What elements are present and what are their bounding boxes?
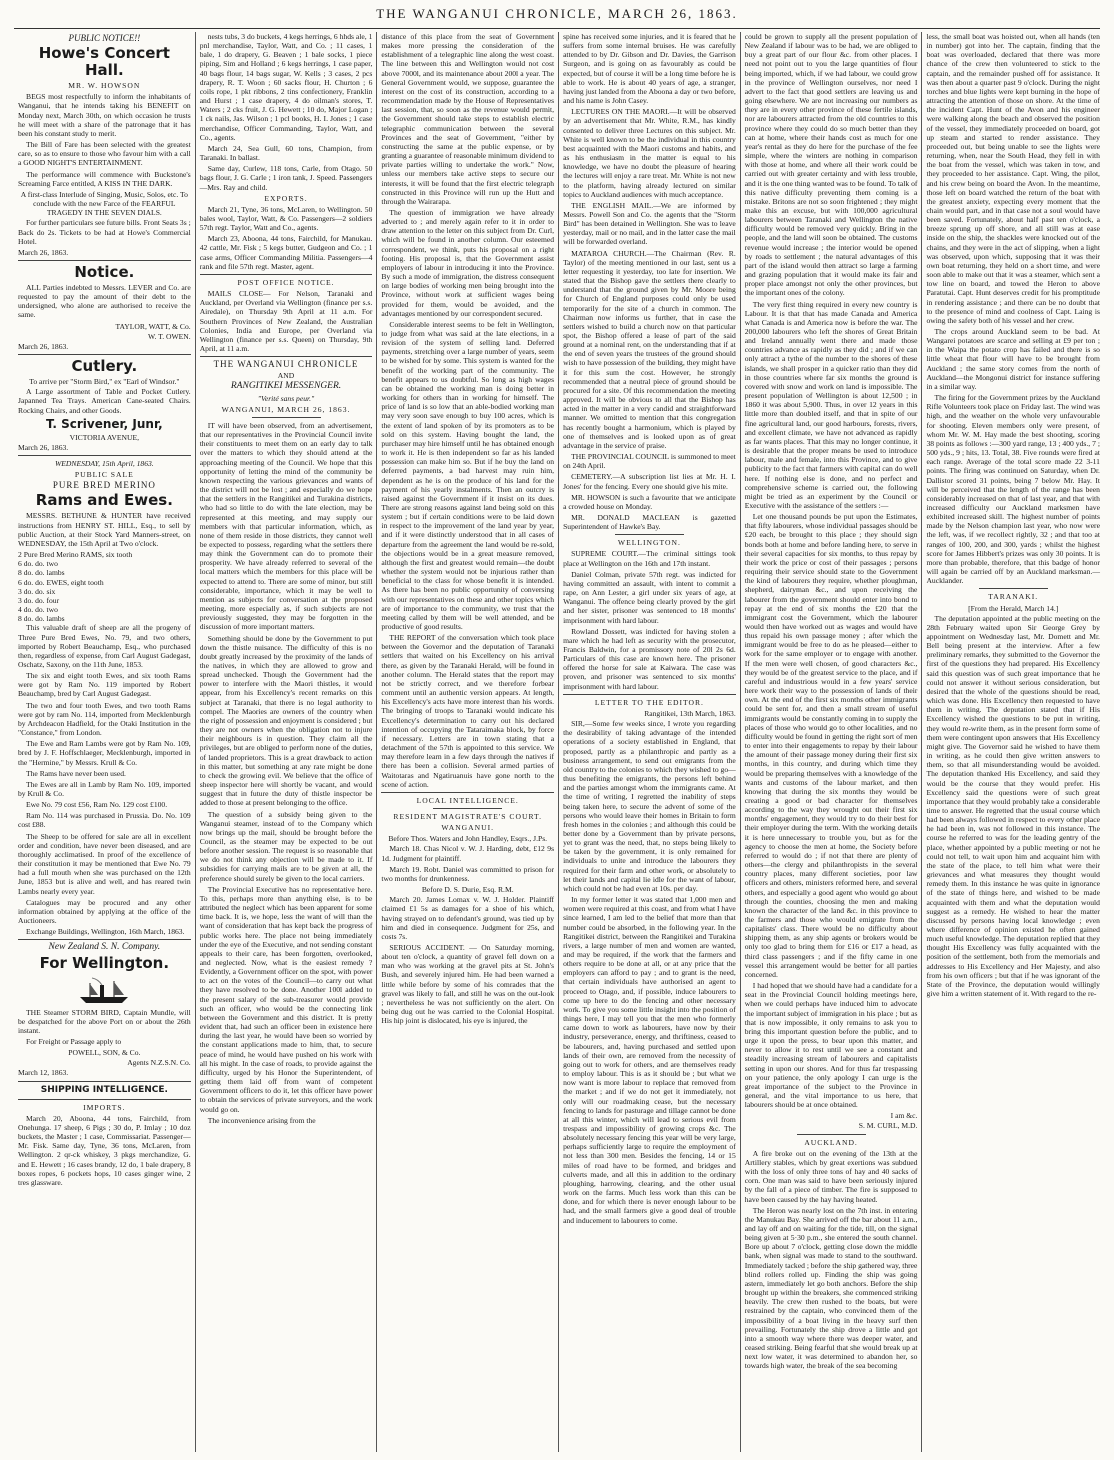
divider bbox=[200, 274, 373, 275]
paper-title: THE WANGANUI CHRONICLE bbox=[213, 359, 359, 370]
steamer-text: For Freight or Passage apply to bbox=[26, 1036, 122, 1046]
editorial-text: The question of a subsidy being given to the Wanganui steamer, instead of to the Company which now brings up the mail, should be brought before the Council, as the steamer may be expected to be out before another session. The request is so reasonable that we do not think any objection will be made to it. If subsidies for carrying mails are to be given at all, the preference should surely be given to the local carriers. bbox=[199, 809, 373, 883]
steamer-text: THE Steamer STORM BIRD, Captain Mundle, will be despatched for the above Port on or about the 26th instant. bbox=[18, 1007, 191, 1035]
divider bbox=[563, 694, 736, 695]
letter-text: could be grown to supply all the present population of New Zealand if labour was to be had, we are obliged to buy a great part of our flour &c. from other places. I need not point out to you the large quantities of flour being imported, which, if we had labour, we could grow in the province of Wellington ourselves, nor need I advert to the fact that good settlers are leaving us and going elsewhere. We are not increasing our numbers as they are in every other province of these fertile islands, nor are labourers attracted from the old countries to this province where they could do so much better than they can at home, where their hands cost as much for one year's rental as they do here for the purchase of the fee simple, where the winters are nothing in comparison with those at home, and where all their work could be carried out with greater certainty and with less trouble, and it is the one thing wanted was to be found. To talk of this native difficulty preventing them coming is a mistake. Britons are not so soon frightened ; they might make this an excuse, but with 100,000 agricultural labourers between Taranaki and Wellington the native difficulty would be removed very quickly. Bring in the people, and the land will soon be obtained. The customs revenue would increase ; the interior would be opened by roads to settlement ; the natural advantages of this part of the island would then attract so large a farming and grazing population that it would make its fair and proper place amongst not only the other provinces, but the important ones of the colony. bbox=[744, 32, 918, 298]
for-wellington-title: For Wellington. bbox=[39, 953, 170, 972]
news-item: spine has received some injuries, and it is feared that he suffers from some internal bruises. He was carefully attended to by Dr. Gibson and Dr. Davies, the Garrison Surgeon, and is going on as favourably as could be expected, but of course it will be a long time before he is able to work. He is about 40 years of age, a stranger, having just landed from the Aboona a day or two before, and his name is John Casey. bbox=[563, 32, 736, 106]
paper-and: AND bbox=[277, 371, 295, 381]
rams-text: The two and four tooth Ewes, and two tooth Rams were got by ram No. 114, imported from Mecklenburgh by Archdeacon Hadfield, for the Otaki Institution in the "Constance," from London. bbox=[18, 700, 191, 738]
rams-text: Catalogues may be procured and any other information obtained by applying at the office of the Auctioneers. bbox=[18, 897, 191, 926]
exports-text: March 21, Tyne, 36 tons, McLaren, to Wellington. 50 bales wool, Taylor, Watt, & Co. Passengers—2 soldiers 57th regt. Taylor, Watt and Co., agents. bbox=[199, 204, 373, 233]
wellington-text: Rowland Dossett, was indicted for having stolen a mare which he had left as security with the prosecutor, Francis Baldwin, for a promissory note of 20l 2s 6d. Particulars of this case are known here. The prisoner offered the horse for sale at Kaiwara. The case was proven, and prisoner was sentenced to six months' imprisonment with hard labour. bbox=[563, 626, 736, 691]
column-2 bbox=[196, 32, 378, 1452]
divider bbox=[18, 455, 191, 456]
rams-text: The Ewe and Ram Lambs were got by Ram No. 109, bred by J. F. Hoffschlaeger, Mecklenburgh, imported in the "Hermine," by Messrs. Krull & Co. bbox=[18, 739, 191, 767]
auckland-text: The crops around Auckland seem to be bad. At Wangarei potatoes are scarce and selling at £9 per ton ; in the Waipa the potato crop has failed and there is so little wheat that flour will have to be brought from Auckland ; the same story comes from the north of Auckland—the Mongonui district for instance suffering in a similar way. bbox=[926, 327, 1100, 391]
editorial-text: IT will have been observed, from an advertisement, that our representatives in the Provincial Council invite their constituents to meet them on an early day to talk over the matters to which they should attend at the approaching meeting of the Council. We hope that this opportunity of letting the mind of the community be known respecting the various grievances and wants of the district will not be lost ; and especially do we hope that the settlers in the Rangitikei and Turakina districts, who had so little to do with the late election, may be represented at this meeting, and may supply our members with that particular information, which, as none of them reside in those districts, they cannot well be expected to possess, regarding what the settlers there may think the Government can do to promote their prosperity. We have already referred to several of the local matters which the members for this place will be expected to attend to. There are some of minor, but still considerable, importance, which it may be well to mention as subjects for conversation at the proposed meeting, more especially as, if such subjects are not previously suggested, they may be forgotten in the discussion of more important matters. bbox=[199, 420, 373, 632]
ad-date: March 12, 1863. bbox=[18, 1068, 69, 1078]
shipping-heading: SHIPPING INTELLIGENCE. bbox=[40, 1084, 168, 1095]
paper-subtitle: RANGITIKEI MESSENGER. bbox=[230, 381, 342, 392]
concert-text: The performance will commence with Buckstone's Screaming Farce entitled, A KISS IN THE DARK. bbox=[18, 169, 191, 188]
divider bbox=[381, 792, 554, 793]
taranaki-heading: TARANAKI. bbox=[988, 592, 1039, 602]
column-5 bbox=[741, 32, 923, 1452]
concert-text: BEGS most respectfully to inform the inhabitants of Wanganui, that he intends taking his BENEFIT on Monday next, March 30th, on which occasion he trusts he will meet with a share of the patronage that it has been his constant study to merit. bbox=[18, 92, 191, 138]
rams-text: The six and eight tooth Ewes, and six tooth Rams were got by Ram No. 119 imported by Robert Beauchamp, bred by Carl August Gadegast. bbox=[18, 671, 191, 699]
auckland-heading: AUCKLAND. bbox=[804, 1137, 858, 1147]
lot-item: 4 do. do. two bbox=[18, 605, 58, 615]
cutlery-text: A Large assortment of Table and Pocket Cutlery. Japanned Tea Trays. American Cane-seated Chairs. Rocking Chairs, and other Goods. bbox=[18, 387, 191, 415]
imports-text: nests tubs, 3 do buckets, 4 kegs herrings, 6 hhds ale, 1 pnl merchandise, Taylor, Watt, and Co. ; 11 cases, 1 bale, 1 do drapery, G. Beaven ; 1 bale socks, 1 piece piping, Sim and Holland ; 6 kegs herrings, 1 case paper, 40 bags flour, 14 bags sugar, W. Kells ; 3 cases, 2 pcs drapery, R. T. Woon ; 60 sacks flour, H. Churton ; 6 coils rope, 1 pkt ribbons, 2 tins confectionery, Franklin and Hurst ; 1 case drapery, 4 do oilman's stores, T. Waters ; 2 cks fruit, J. G. Hewett ; 10 do, Major Logan ; 1 ck nails, Jas. Wilson ; 1 pcl books, H. I. Jones ; 1 case merchandise, Officer Commanding, Taylor, Watt, and Co., agents. bbox=[199, 32, 373, 142]
columns bbox=[14, 32, 1104, 1452]
rams-text: The Sheep to be offered for sale are all in excellent order and condition, have never been diseased, and are thoroughly acclimatised. In proof of the excellence of their constitution it may be mentioned that Ewe No. 79 had a full mouth when she was purchased on the 12th June, 1853 but is alive and well, and has reared twin Lambs nearly every year. bbox=[18, 831, 191, 896]
letter-text: In my former letter it was stated that 1,000 men and women were required at this coast, and from what I have since learned, I am led to the belief that more than that number could be absorbed, in the following year. In the Rangitikei district, between the Rangitikei and Turakina rivers, a large number of men and women are wanted, and may be required, if the work that the farmers and others require to be done at all, or at any price that the employers can afford to pay ; and to grant is the need, that certain individuals have authorised an agent to proceed to Otago, and, if possible, induce labourers to come up here to do the fencing and other necessary work. To give you some little insight into the position of things here, I may tell you that the men who formerly came down to work as labourers, have now by their industry, perseverance, energy, and thriftiness, ceased to be labourers, and, having purchased and settled upon lands of their own, are removed from the necessity of going out to work for others, and are themselves ready to employ labour. This is as it should be ; but what we now want is more labour to replace that removed from the market ; and if we do not get it immediately, not only will our roadmaking cease, but the necessary fencing to lands for pasturage and tillage cannot be done at all this winter, which will lead to serious evil from trespass and impossibility of growing crops &c. The absolutely necessary fencing this year will be very large, perhaps sufficiently large to require the employment of not less than 300 men. Besides the fencing, 14 or 15 miles of road have to be formed, and bridges and culverts made, and all this in addition to the ordinary ploughing, harrowing, clearing, and the other usual work on the farms. Much less work than this can be done, and for which there is never enough labour to be had, and the small farmers give a good deal of trouble and inducement to labourers to come. bbox=[563, 895, 736, 1225]
merino-heading: PURE BRED MERINO bbox=[52, 480, 156, 491]
editorial-text: The question of immigration we have already adverted to ; and merely again refer to it in order to draw attention to the letter on this subject from Dr. Curl, which will be found in another column. Our esteemed correspondent, we think, puts his proposal on a right footing. His proposal is, that the Government assist employers of labour in introducing it into the Province. By such a mode of immigration, the distress consequent on large bodies of working men being brought into the Province, without work at sufficient wages being provided for them, would be avoided, and the advantages mentioned by our correspondent secured. bbox=[381, 207, 555, 318]
agent-name: POWELL, SON, & Co. bbox=[68, 1048, 141, 1058]
imports-text: Same day, Curlew, 118 tons, Carle, from Otago. 50 bags flour, J. G. Carle ; 1 iron tank, J. Speed. Passengers—Mrs. Ray and child. bbox=[199, 164, 373, 192]
masthead-title: THE WANGANUI CHRONICLE, MARCH 26, 1863. bbox=[376, 6, 738, 21]
public-notice-heading: PUBLIC NOTICE!! bbox=[68, 33, 141, 43]
auckland-text: The firing for the Government prizes by the Auckland Rifle Volunteers took place on Friday last. The wind was high, and the weather on the whole very unfavourable for shooting. Eleven members only were present, of whom Mr. W. M. Hay made the best shooting, scoring 38 points as follows :—300 yard range, 13 ; 400 yds., 7 ; 500 yds., 9 ; hits, 13. Total, 38. Five rounds were fired at each range. Average of the total score made 22 3-11 points. The firing was continued on Saturday, when Dr. Dallistor scored 31 points, being 7 below Mr. Hay. It will be perceived that the length of the range has been considerably increased on that of last year, and that with increased difficulty our Auckland marksmen have exhibited increased skill. The highest number of points made by the Nelson champion last year, who now were the left, was, if we recollect rightly, 32 ; and that too at ranges of 100, 200, and 300, yards ; whilst the highest score for James Hibbert's prizes was only 30 points. It is more than probable, therefore, that this badge of honor will again be carried off by an Auckland marksman.—Aucklander. bbox=[926, 393, 1100, 586]
lot-item: 2 Pure Bred Merino RAMS, six tooth bbox=[18, 550, 133, 560]
editorial-text: The Provincial Executive has no representative here. To this, perhaps more than anything else, is to be attributed the neglect which has been apparent for some time back. It is, we hope, less the want of will than the want of consideration that has kept back the progress of public works here. The place not being immediately under the eye of the Executive, and not sending constant appeals to their care, has been forgotten, overlooked, and neglected. Now, what is the easiest remedy ? Evidently, a Government officer on the spot, with power to act on the votes of the Council—to carry out what they have resolved to be done. Another 100l added to the present salary of the sub-treasurer would provide such an officer, who would be the connecting link between the Government and this district. It is pretty evident that, had such an officer been in existence here during the last year, he would have been so worried by the constant applications made to him, that, to secure peace of mind, he would have pushed on his work with all his might. In the case of roads, to provide against the difficulty, urged by his Honor the Superintendent, of getting them laid off from want of competent Government officers to do it, let this officer have power to obtain the services of private surveyors, and the work would go on. bbox=[199, 884, 373, 1114]
sale-date: WEDNESDAY, 15th April, 1863. bbox=[54, 459, 154, 468]
court-before: Before Thos. Waters and John Handley, Esqrs., J.Ps. bbox=[388, 834, 548, 844]
ad-date: March 26, 1863. bbox=[18, 442, 69, 452]
divider bbox=[18, 260, 191, 261]
editorial-text: distance of this place from the seat of Government makes more pressing the consideration of the establishment of a telegraphic line along the west coast. The line between this and Wellington would not cost above 7000l, and its maintenance about 200l a year. The General Government would, we suppose, guarantee the interest on the cost of its construction, according to a recommendation made by the House of Representatives last session, that, so soon as the revenue would permit, the Government should take steps to establish electric telegraphic communication between the several Provinces and the seat of Government, "either by constructing the same at the public expense, or by granting a guarantee of reasonable minimum dividend to private parties willing to undertake the work." Now, unless our members take active steps to secure our interests, it will be found that the first electric telegraph constructed in this Province will run up the Hutt and through the Wairarapa. bbox=[381, 32, 555, 206]
wellington-text: Daniel Colman, private 57th regt. was indicted for having committed an assault, with intent to commit a rape, on Ann Lester, a girl under six years of age, at Wanganui. The offence being clearly proved by the girl and her sister, prisoner was sentenced to 18 months' imprisonment with hard labour. bbox=[563, 569, 736, 625]
rams-text: The Ewes are all in Lamb by Ram No. 109, imported by Krull & Co. bbox=[18, 779, 191, 798]
local-heading: LOCAL INTELLIGENCE. bbox=[416, 795, 519, 805]
letter-text: I had hoped that we should have had a candidate for a seat in the Provincial Council holding meetings here, when we could perhaps have induced him to advocate the important subject of immigration in his place ; but as that is now impossible, it only remains to ask you to bring this important question before the public, and to urge it upon the press, to bear upon this matter, and never to allow it to rest until we see a constant and steadily increasing stream of labourers and capitalists setting in upon our shores. And for thus far trespassing on your patience, the only apology I can urge is the great importance of the subject to the Province in general, and the vital importance to us here, that labourers should be at once obtained. bbox=[744, 981, 918, 1110]
concert-text: A first-class Interlude of Singing, Music, Solos, etc. To conclude with the new Farce of the FEARFUL TRAGEDY IN THE SEVEN DIALS. bbox=[20, 189, 188, 218]
cutlery-title: Cutlery. bbox=[71, 357, 138, 376]
divider bbox=[979, 588, 1048, 589]
rams-text: Ewe No. 79 cost £56, Ram No. 129 cost £100. bbox=[26, 800, 168, 810]
editorial-text: THE REPORT of the conversation which took place between the Governor and the deputation of Taranaki settlers that waited on his Excellency on his arrival there, as given by the Taranaki Herald, will be found in another column. The Herald states that the report may not be strictly correct, and we therefore forbear comment until an authentic version appears. At length, his Excellency's acts have more interest than his words. The bringing of troops to Taranaki would indicate his Excellency's determination to carry out his declared intention of occupying the Tataraimaka block, by force if necessary. Letters are in town stating that a detachment of the 57th is appointed to this service. We may therefore learn in a few days through the natives if there has been a collision. Several armed parties of Waitotaras and Ngatiruanuis have gone north to the scene of action. bbox=[381, 633, 555, 789]
taranaki-text: The deputation appointed at the public meeting on the 28th February waited upon Sir George Grey by appointment on Wednesday last, Mr. Domett and Mr. Bell being present at the interview. After a few preliminary remarks, they submitted to the Governor the first of the questions they had prepared. His Excellency said this question was of such great importance that he could not answer it without serious consideration, but desired that the whole of the questions should be read, which was done. His Excellency then requested to have them in writing. The deputation stated that if His Excellency wished the questions to be put in writing, they would re-write them, as in the present form some of them were contingent upon answers that His Excellency might give. The Governor said he wished to have them in writing, as he could then give written answers to them, so that all misunderstanding would be avoided. The deputation thanked His Excellency, and said they would be the course that they would prefer. His Excellency said the questions were of such great importance that they would probably take a considerable time to answer. He regretted that the usual course which had been always followed in respect to every other place he had been in, was not followed in this instance. The course he referred to was for the leading gentry of the place, whether appointed by a public meeting or not he could not tell, to wait upon him and acquaint him with the state of the place, to tell him what were their grievances and what measures they thought would remedy them. In this instance he was quite in ignorance of the state of things here, and wished to be made acquainted with them and what the deputation would suggest as a remedy. He wished to hear the matter discussed by persons having local knowledge ; even where difference of opinion existed he often gained much useful knowledge. The deputation replied that they thought His Excellency was fully acquainted with the position of the settlement, both from the memorials and addresses to His Excellency and Her Majesty, and also from his own officers ; but that if he was ignorant of the State of the Province, the deputation would willingly give him a written statement of it. With regard to the re- bbox=[926, 613, 1100, 999]
divider bbox=[252, 417, 321, 418]
concert-text: The Bill of Fare has been selected with the greatest care, so as to ensure to those who favour him with a call a GOOD NIGHT'S ENTERTAINMENT. bbox=[18, 140, 191, 168]
divider bbox=[18, 1099, 191, 1100]
cutlery-subtitle: To arrive per "Storm Bird," ex "Earl of Windsor." bbox=[29, 377, 180, 387]
court-heading: RESIDENT MAGISTRATE'S COURT. bbox=[393, 811, 543, 821]
letter-text: Let one thousand pounds be put upon the Estimates, that fifty labourers, whose individual passages should be £20 each, be brought to this place ; they should sign bonds both at home and before landing here, to serve in their several capacities for six months, to thus repay by their work the price or cost of their passages ; persons requiring their service should state to the Government the kind of labourers they require, whether ploughman, shepherd, dairyman &c., and upon receiving the labourer from the government should enter into bond to repay at the end of six months the £20 that the immigrant cost the Government, which the labourer would then have worked out as wages and would have thus repaid his own passage money ; after which the immigrant would be free to do as he pleased—either to work for the same employer or to engage with another. If the men were well chosen, of good characters &c., they would be of the greatest service to the place, and if careful and industrious would in a few years' service here work their way to the possession of lands of their own. At the end of the first six months other immigrants could be sent for, and then a small stream of useful immigrants would be constantly coming in to supply the places of those who would go to other localities, and no difficulty would be found in getting the right sort of men to enter into their engagements to repay by their labour the amount of their passage money during their first six months, in this country, and during which time they would be preparing themselves with a knowledge of the wants and customs of the labour market, and then knowing that during the six months they would be creating a good or bad character for themselves according to the way they wrought out their first six months' engagement, they would try to do their best for their employer during the term. With the working details it is here unnecessary to trouble you, but as for the agency to choose the men at home, the Society before referred to would do ; if not that there are plenty of others—the clergy and philanthropists in the several country places, many different societies, poor law officers and others, ministers reformed here, and several others, and especially a good agent who would go about through the counties, choosing the men and making known the character of the land &c. in this province to the farmers and those who would emigrate from the capitalists' class. There would be no difficulty about shipping them, as any ship agents or brokers would be only too glad to bring them for £16 or £17 a head, as third class passengers ; and if the fifty came in one vessel this arrangement would be better for all parties concerned. bbox=[744, 512, 918, 979]
letter-signoff: I am &c. bbox=[890, 1111, 918, 1121]
column-6 bbox=[922, 32, 1104, 1452]
court-location: WANGANUI. bbox=[441, 823, 495, 833]
rams-text: Ram No. 114 was purchased in Prussia. Do. No. 109 cost £88. bbox=[18, 811, 191, 830]
divider bbox=[433, 808, 502, 809]
divider bbox=[18, 354, 191, 355]
post-office-text: MAILS CLOSE— For Nelson, Taranaki and Auckland, per Overland via Wellington (finance per s.s. Airedale), on Thursday 9th April at 11 a.m. For Southern Provinces of New Zealand, the Australian Colonies, India and Europe, per Overland via Wellington (finance per s.s. Queen) on Thursday, 9th April, at 11 a.m. bbox=[199, 289, 373, 353]
howson-name: MR. W. HOWSON bbox=[68, 81, 141, 91]
concert-text: For further particulars see future bills. Front Seats 3s ; Back do 2s. Tickets to be had at Howe's Commercial Hotel. bbox=[18, 218, 191, 246]
lot-item: 8 do. do. lambs bbox=[18, 568, 65, 578]
editorial-text: Something should be done by the Government to put down the thistle nuisance. The difficulty of this is no doubt greatly increased by the proximity of the lands of the natives, in which they are allowed to grow and spread unchecked. Though the Government had the power to interfere with the Maori thistles, it would appear, from his Excellency's recent remarks on this subject at Taranaki, that there is no legal authority to compel. The Maories are owners of the country when the right of possession and enjoyment is considered ; but they are not owners when the obligation not to injure their neighbours is in question. They claim all the privileges, but are obliged to perform none of the duties, of landed proprietors. This is a great drawback to action in this matter, but something at any rate might be done to check the growing evil. We believe that the office of sheep inspector here will shortly be vacant, and would suggest that in future the duty of thistle inspector be added to those at present belonging to the office. bbox=[199, 633, 373, 808]
wellington-heading: WELLINGTON. bbox=[617, 538, 681, 548]
imports-text: March 20, Aboona, 44 tons, Fairchild, from Onehunga. 17 sheep, 6 Pigs ; 30 do, P. Imlay ; 10 doz buckets, the Master ; 1 case, Commissariat. Passenger—Mr. Fisk. Same day, Tyne, 36 tons, McLaren, from Wellington. 2 qr-ck whiskey, 3 pkgs merchandize, G. and E. Hewett ; 16 cases brandy, 12 do, 1 bale drapery, 8 boxes ropes, 6 pockets hops, 10 cases ginger wine, 2 tres glassware. bbox=[18, 1113, 191, 1187]
news-item: CEMETERY.—A subscription list lies at Mr. H. I. Jones' for the fencing. Every one should give his mite. bbox=[563, 472, 736, 491]
court-case: March 18. Chas Nicol v. W. J. Harding, debt, £12 9s 1d. Judgment for plaintiff. bbox=[381, 844, 555, 863]
news-item: THE PROVINCIAL COUNCIL is summoned to meet on 24th April. bbox=[563, 452, 736, 471]
letter-signature: S. M. CURL, M.D. bbox=[858, 1121, 918, 1131]
rams-text: MESSRS. BETHUNE & HUNTER have received instructions from HENRY ST. HILL, Esq., to sell by public Auction, at their Stock Yard Manners-street, on WEDNESDAY, the 15th April at Two o'clock. bbox=[18, 511, 191, 548]
notice-title: Notice. bbox=[74, 262, 135, 281]
column-4 bbox=[559, 32, 741, 1452]
imports-text: March 24, Sea Gull, 60 tons, Champion, from Taranaki. In ballast. bbox=[199, 143, 373, 163]
divider bbox=[18, 939, 191, 940]
auckland-text: A fire broke out on the evening of the 13th at the Artillery stables, which by great exertions was subdued with the loss of only three tons of hay and 40 sacks of corn. One man was said to have been seriously injured by the fall of a piece of timber. The fire is supposed to have been caused by the hay having heated. bbox=[744, 1148, 918, 1204]
editorial-text: Considerable interest seems to be felt in Wellington, to judge from what was said at the late elections, in a revision of the system of selling land. Deferred payments, stretching over a large number of years, seem to be wished for by some. This system is wanted for the benefit of the working part of the community. The benefit appears to us doubtful. So long as high wages can be obtained the working man is doing better in working for others than in working for himself. The price of land is so low that an able-bodied working man may very soon save enough to buy 100 acres, which is the extent of land spoken of by its promoters as to be sold on this system. Having bought the land, the purchaser may hire himself until he has obtained enough to work it. He is then independent so far as his landed possession can make him so. But if he buy the land on deferred payments, a bad harvest may ruin him, dependent as he is on the produce of his land for the payment of his yearly instalments. Then an outcry is raised against the Government if it insist on its dues. There are strong reasons against land being sold on this system ; but if certain conditions were to be laid down in respect to the improvement of the land year by year, and if it were distinctly understood that in all cases of departure from the agreement the land would be re-sold, the objections would be in a great measure removed, although the first and greatest would remain—the doubt whether the system would not be injurious rather than beneficial to the class for whose benefit it is intended. As there has been no public opportunity of conversing with our representatives on these and other topics which are of importance to the community, we trust that the meeting called by them will be well attended, and be productive of good results. bbox=[381, 319, 555, 631]
paper-motto: "Verité sans peur." bbox=[257, 393, 315, 403]
news-item: SERIOUS ACCIDENT. — On Saturday morning, about ten o'clock, a quantity of gravel fell down on a man who was working at the gravel pits at St. John's Bush, and severely injured him. He had been warned a little while before by some of his comrades that the gravel was likely to fall, and still he was on the out-look ; nevertheless he was not sufficiently on the alert. On being dug out he was carried to the Colonial Hospital. His hip joint is dislocated, his eye is injured, the bbox=[381, 943, 555, 1026]
letter-date: Rangitikei, 13th March, 1863. bbox=[644, 708, 736, 718]
lot-item: 6 do. do. EWES, eight tooth bbox=[18, 577, 104, 587]
masthead bbox=[0, 6, 1114, 28]
post-office-heading: POST OFFICE NOTICE. bbox=[237, 277, 335, 287]
divider bbox=[615, 534, 684, 535]
masthead-rule bbox=[14, 28, 1100, 29]
divider bbox=[200, 356, 373, 357]
divider bbox=[797, 1134, 866, 1135]
auckland-text: The Heron was nearly lost on the 7th inst. in entering the Manukau Bay. She arrived off the bar about 11 a.m., and lay off and on waiting for the tide, till, on the signal being given at 5·30 p.m., she entered the south channel. Bore up about 7 o'clock, getting close down the middle bank, when signal was made to stand to the southward. Immediately tacked ; before the ship gathered way, three blind rollers rolled up. Finding the ship was going astern, immediately let go both anchors. Before the ship brought up within the breakers, she commenced striking heavily. The crew then rushed to the boats, but were restrained by the captain, who convinced them of the impossibility of a boat living in the heavy surf then prevailing. Fortunately the ship drove a little and got into a smooth way where there was deeper water, and ceased striking. Being fearful that she would break up at next low water, it was determined to abandon her, so towards high water, the break of the sea becoming bbox=[744, 1205, 918, 1371]
public-sale-heading: PUBLIC SALE bbox=[74, 470, 134, 480]
ad-date: March 26, 1863. bbox=[18, 341, 69, 351]
lot-item: 8 do. do. lambs bbox=[18, 614, 65, 624]
concert-hall-title: Howe's Concert Hall. bbox=[38, 44, 170, 80]
agent-role: Agents N.Z.S.N. Co. bbox=[127, 1058, 191, 1068]
court-case: March 19. Robt. Daniel was committed to prison for two months for drunkenness. bbox=[381, 864, 555, 883]
letter-heading: LETTER TO THE EDITOR. bbox=[594, 697, 704, 707]
company-name: New Zealand S. N. Company. bbox=[48, 942, 161, 953]
wellington-text: SUPREME COURT.—The criminal sittings took place at Wellington on the 16th and 17th instant. bbox=[563, 549, 736, 568]
news-item: LECTURES ON THE MAORI.—It will be observed by an advertisement that Mr. White, R.M., has kindly consented to deliver three Lectures on this subject. Mr. White is well known to be the individual in this country best acquainted with the Maori customs and habits, and as his enthusiasm in the matter is equal to his knowledge, we have no doubt the pleasure of hearing the lectures will enjoy a rare treat. Mr. White is not new to the platform, having already lectured on similar topics to Auckland audiences with much acceptance. bbox=[563, 107, 736, 199]
news-item: MR. DONALD MACLEAN is gazetted Superintendent of Hawke's Bay. bbox=[563, 512, 736, 532]
notice-signature: W. T. OWEN. bbox=[148, 331, 191, 341]
exports-text: March 23, Aboona, 44 tons, Fairchild, for Manukau. 42 cattle, Mr. Fisk ; 5 kegs butter, Gudgeon and Co. ; 1 case arms, Officer Commanding Militia. Passengers—4 rank and file 57th regt. Master, agent. bbox=[199, 234, 373, 271]
letter-text: The very first thing required in every new country is Labour. It is that that has made Canada and America what Canada is and America now is before the war. The 200,000 labourers who left the shores of Great Britain and Ireland annually went there and made those countries advance as rapidly as they did ; and if we can only attract a tythe of the number to the shores of these islands, we shall prosper in a quicker ratio than they did in those countries where far six months the ground is covered with snow and work on land is impossible. The present population of Wellington is about 12,500 ; in 1860 it was about 5,900. Thus, in over 12 years in this little more than doubled itself, and that in spite of our fine agricultural land, our good harbours, forests, rivers, and excellent climate, we have not advanced as rapidly as far wants places. That this may no longer continue, it is desirable that the proper means be used to introduce labour, male and female, into this Province, and to give publicity to the fact that farmers with capital can do well here. If nothing else is done, and no perfect and comprehensive scheme is carried out, the following might be tried as an experiment by the Council or Executive with the assistance of the settlers :— bbox=[744, 299, 918, 510]
rams-address: Exchange Buildings, Wellington, 16th March, 1863. bbox=[26, 927, 185, 937]
lot-item: 6 do. do. two bbox=[18, 559, 58, 569]
lot-list bbox=[18, 550, 191, 623]
rams-text: This valuable draft of sheep are all the progeny of Three Pure Bred Ewes, No. 79, and two others, imported by Robert Beauchamp, Esq., who purchased then, regardless of expense, from Carl August Gadegast, Oschatz, Saxony, on the 11th June, 1853. bbox=[18, 623, 191, 669]
court-before: Before D. S. Durie, Esq. R.M. bbox=[421, 885, 514, 895]
dateline: WANGANUI, MARCH 26, 1863. bbox=[221, 404, 351, 414]
taranaki-source: [From the Herald, March 14.] bbox=[968, 603, 1059, 613]
exports-heading: EXPORTS. bbox=[264, 193, 308, 203]
news-item: MR. HOWSON is such a favourite that we anticipate a crowded house on Monday. bbox=[563, 492, 736, 511]
rams-title: Rams and Ewes. bbox=[35, 491, 173, 510]
scrivener-address: VICTORIA AVENUE, bbox=[69, 432, 140, 442]
ad-date: March 26, 1863. bbox=[18, 247, 69, 257]
rams-text: The Rams have never been used. bbox=[26, 768, 126, 778]
auckland-text: less, the small boat was hoisted out, when all hands (ten in number) got into her. The captain, finding that the boat was overloaded, declared that there was more chance of the crew then volunteered to stick to the captain, and the remainder pushed off for assistance. It was then about a quarter past 9 o'clock. During the night torches and blue lights were kept burning in the hope of attracting the attention of those on shore. At the time of the incident Capt. Hunt of the Avon and his engineer were walking along the beach and observed the position of the vessel, they immediately proceeded on board, got up steam and started to render assistance. They proceeded out, but being unable to see the lights were returning, when, near the South Head, they fell in with the boat from the vessel, which was taken in tow, and they proceeded to her assistance. Capt. Wing, the pilot, and his crew being on board the Avon. In the meantime, those left on board watched the return of the boat with the greatest anxiety, expecting every moment that the chain would part, and in that case not a soul would have been saved. Fortunately, about half past ten o'clock, a breeze sprung up off shore, and all still was at ease inside on the ship, the shackles were knocked out of the chains, and they were in the act of slipping, when a light was observed, upon which, supposing that it was their own boat returning, they held on a short time, and were soon able to make out that it was a steamer, which sent a tow line on board, and towed the Heron to above Paratutai. Capt. Hunt deserves credit for his promptitude in rendering assistance ; and there can be no doubt that to the presence of mind and coolness of Capt. Laing is owing the safety both of his vessel and her crew. bbox=[926, 32, 1100, 325]
column-1 bbox=[14, 32, 196, 1452]
letter-text: SIR,—Some few weeks since, I wrote you regarding the desirability of taking advantage of the intended operations of a society established in England, that proposed, partly as a philanthropic and partly as a business arrangement, to send out emigrants from the old country to the colonies to which they wished to go—thus benefiting the emigrants, the persons left behind and the parties amongst whom the immigrants came. At the time of writing, I regretted the inability of steps being taken here, to secure the advent of some of the persons who would leave their homes in Britain to form fresh homes in the colonies ; and although this could be better done by a Government than by private persons, yet to grant was the need, that, no steps being likely to be taken by the government, it is only remained for individuals to unite and introduce the labourers they required for their farm and other work, or absolutely to let their lands and capital lie idle for the want of labour, which could not be had even at 10s. per day. bbox=[563, 719, 736, 893]
news-item: MATAROA CHURCH.—The Chairman (Rev. R. Taylor) of the meeting mentioned in our last, sent us a letter requesting it yesterday, too late for insertion. We stated that the Bishop gave the settlers there clearly to understand that the ground given by Mr. Moore being for Church of England purposes could only be used temporarily for the site of a church in common. The Chairman now informs us further, that in case the settlers wished to build a church now on that particular spot, the Bishop offered a lease of part of the said ground at a nominal rent, on the understanding that if at the end of seven years the trustees of the ground should wish to have possession of the building, they might have it for this sum the cost. However, he strongly recommended that a neutral piece of ground should be procured for a site. Of this recommendation the meeting approved. It will be obvious to all that the Bishop has acted in the matter in a very candid and straightforward manner. We omitted to mention that this congregation has recently bought a harmonium, which is played by one of themselves and is looked upon as of great advantage in the service of praise. bbox=[563, 248, 736, 450]
divider bbox=[18, 1081, 191, 1082]
scrivener-name: T. Scrivener, Junr, bbox=[46, 416, 163, 431]
editorial-text: The inconvenience arising from the bbox=[207, 1115, 316, 1125]
court-case: March 20. James Lomax v. W. J. Holder. Plaintiff claimed £1 5s as damages for a shoe of his which, having strayed on to defendant's ground, was tied up by him and died in consequence. Judgment for 25s, and costs 7s. bbox=[381, 895, 555, 941]
column-3 bbox=[377, 32, 559, 1452]
steamship-icon bbox=[74, 975, 134, 1005]
notice-text: ALL Parties indebted to Messrs. LEVER and Co. are requested to pay the amount of their debt to the undersigned, who alone are authorised to receive the same. bbox=[18, 282, 191, 320]
lot-item: 3 do. do. four bbox=[18, 595, 60, 605]
lot-item: 3 do. do. six bbox=[18, 586, 56, 596]
news-item: THE ENGLISH MAIL.—We are informed by Messrs. Powell Son and Co. the agents that the "Storm Bird" has been detained in Wellington. She was to leave yesterday, mail or no mail, and in the latter case the mail will be forwarded overland. bbox=[563, 200, 736, 247]
imports-heading: IMPORTS. bbox=[83, 1102, 126, 1112]
notice-signature: TAYLOR, WATT, & Co. bbox=[115, 321, 191, 331]
